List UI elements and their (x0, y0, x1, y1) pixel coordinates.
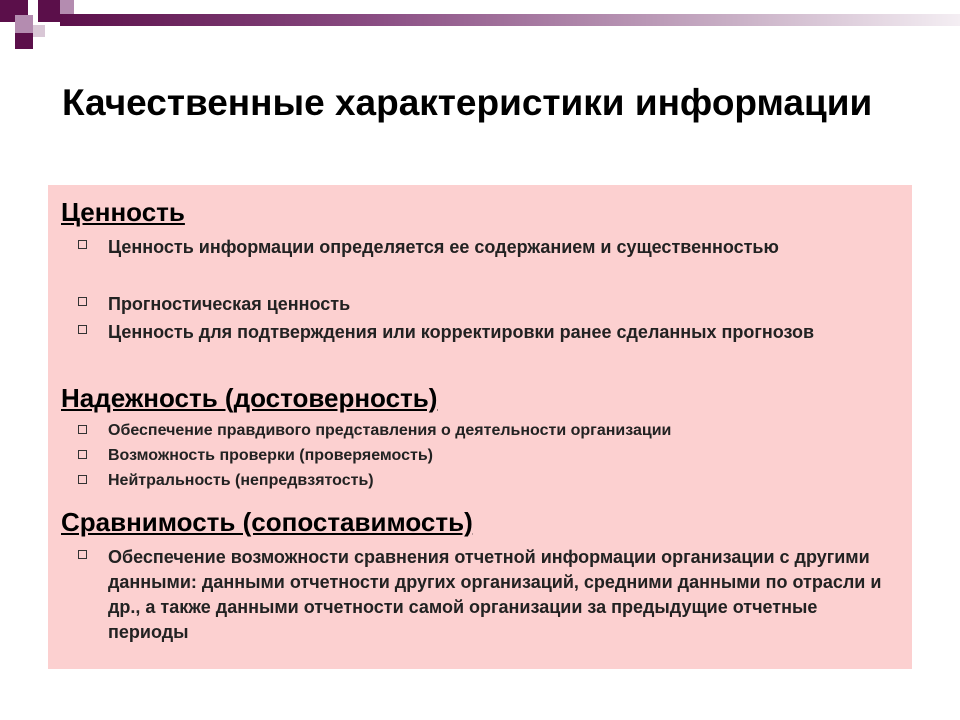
list-item: Обеспечение возможности сравнения отчетной информации организации с другими данными: данными отчетности других организаций, средними данными по отрасли и др., а также данными отчетности самой организации за предыдущие отчетные периоды (108, 545, 898, 645)
section-heading-comparability: Сравнимость (сопоставимость) (61, 507, 473, 537)
square-bullet-icon (78, 297, 87, 306)
list-item: Ценность для подтверждения или корректировки ранее сделанных прогнозов (108, 320, 898, 345)
list-item: Ценность информации определяется ее содержанием и существенностью (108, 235, 898, 260)
slide-title: Качественные характеристики информации (62, 82, 873, 123)
section-heading-value: Ценность (61, 197, 185, 227)
top-gradient-bar (60, 14, 960, 26)
square-bullet-icon (78, 240, 87, 249)
decor-square (15, 33, 33, 49)
square-bullet-icon (78, 475, 87, 484)
square-bullet-icon (78, 425, 87, 434)
list-item: Обеспечение правдивого представления о деятельности организации (108, 420, 898, 442)
decor-square (15, 15, 33, 33)
decor-square (33, 25, 45, 37)
square-bullet-icon (78, 450, 87, 459)
square-bullet-icon (78, 325, 87, 334)
square-bullet-icon (78, 550, 87, 559)
list-item: Прогностическая ценность (108, 292, 898, 317)
section-heading-reliability: Надежность (достоверность) (61, 383, 438, 413)
content-panel (48, 185, 912, 669)
list-item: Возможность проверки (проверяемость) (108, 445, 898, 467)
decor-square (38, 0, 60, 22)
list-item: Нейтральность (непредвзятость) (108, 470, 898, 492)
decor-square (60, 0, 74, 14)
